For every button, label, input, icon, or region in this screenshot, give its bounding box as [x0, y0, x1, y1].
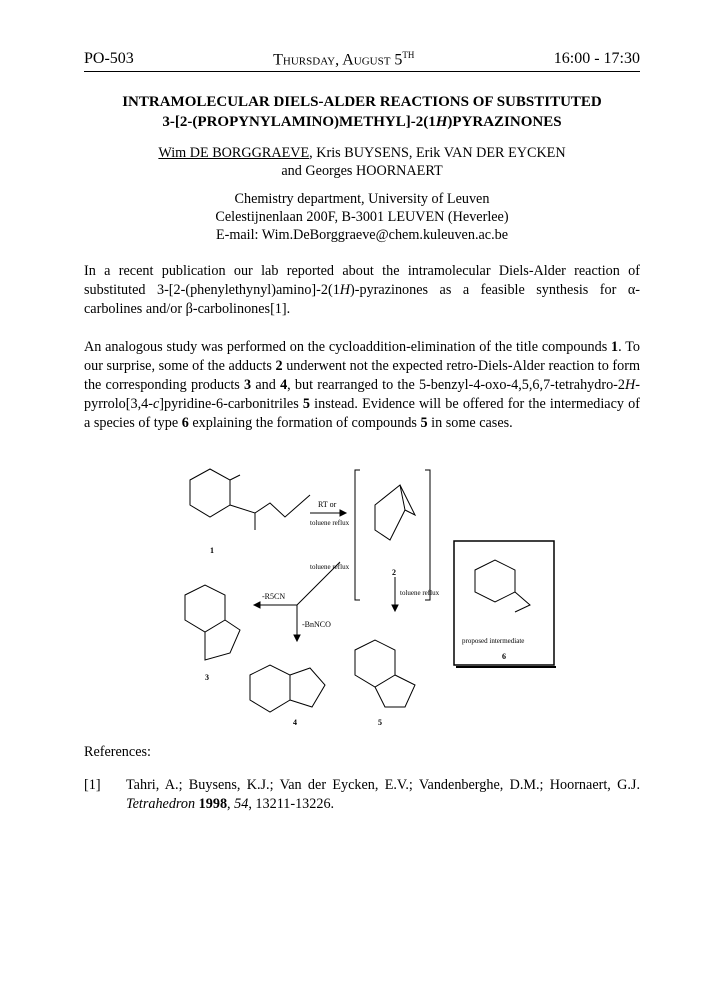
intermediate-label: proposed intermediate	[462, 637, 525, 646]
arrow-1	[310, 510, 346, 516]
compound-label-4: 4	[293, 718, 297, 728]
references-heading: References:	[84, 744, 151, 761]
paragraph-intro: In a recent publication our lab reported about the intramolecular Diels-Alder reaction of substituted 3-[2-(phenylethynyl)amino]-2(1H)-pyrazinones as a feasible synthesis for α-carbolines and/or β-carbolinones[1].	[84, 263, 640, 318]
compound-label-2: 2	[392, 568, 396, 578]
compound-label-5: 5	[378, 718, 382, 728]
paragraph-study: An analogous study was performed on the cycloaddition-elimination of the title compounds 1. To our surprise, some of the adducts 2 underwent not the expected retro-Diels-Alder reaction to form the corresponding products 3 and 4, but rearranged to the 5-benzyl-4-oxo-4,5,6,7-tetrahydro-2H-pyrrolo[3,4-c]pyridine-6-carbonitriles 5 instead. Evidence will be offered for the intermediacy of a species of type 6 explaining the formation of compounds 5 in some cases.	[84, 339, 640, 432]
compound-4-structure	[250, 665, 325, 712]
compound-label-3: 3	[205, 673, 209, 683]
session-time: 16:00 - 17:30	[553, 50, 640, 67]
compound-2-structure	[355, 470, 430, 600]
session-day: Thursday, August 5TH	[273, 50, 415, 69]
branch-arrows	[254, 562, 340, 641]
compound-label-6: 6	[502, 652, 506, 662]
intermediate-6-box	[454, 541, 556, 667]
poster-code: PO-503	[84, 50, 134, 67]
authors: Wim DE BORGGRAEVE, Kris BUYSENS, Erik VAN DER EYCKEN and Georges HOORNAERT	[158, 145, 566, 180]
compound-label-1: 1	[210, 546, 214, 556]
page-header	[84, 50, 640, 72]
compound-1-structure	[190, 469, 310, 530]
compound-5-structure	[355, 640, 415, 707]
elimination-isocyanate: -BnNCO	[302, 620, 331, 630]
arrow-label-reflux-2: toluene reflux	[400, 589, 440, 598]
arrow-label-rt: RT or	[318, 500, 337, 510]
arrow-2	[392, 577, 398, 611]
affiliation: Chemistry department, University of Leuven Celestijnenlaan 200F, B-3001 LEUVEN (Heverlee) E-mail: Wim.DeBorggraeve@chem.kuleuven.ac.be	[215, 191, 509, 244]
elimination-nitrile: -R5CN	[262, 592, 286, 602]
paper-title: INTRAMOLECULAR DIELS-ALDER REACTIONS OF SUBSTITUTED 3-[2-(PROPYNYLAMINO)METHYL]-2(1H)PYRAZINONES	[122, 94, 602, 131]
compound-3-structure	[185, 585, 240, 660]
reference-item: [1] Tahri, A.; Buysens, K.J.; Van der Eycken, E.V.; Vandenberghe, D.M.; Hoornaert, G.J. Tetrahedron 1998, 54, 13211-13226.	[84, 777, 640, 813]
arrow-label-reflux: toluene reflux	[310, 519, 350, 528]
reaction-scheme	[160, 445, 560, 729]
branch-label-reflux: toluene reflux	[310, 563, 350, 572]
